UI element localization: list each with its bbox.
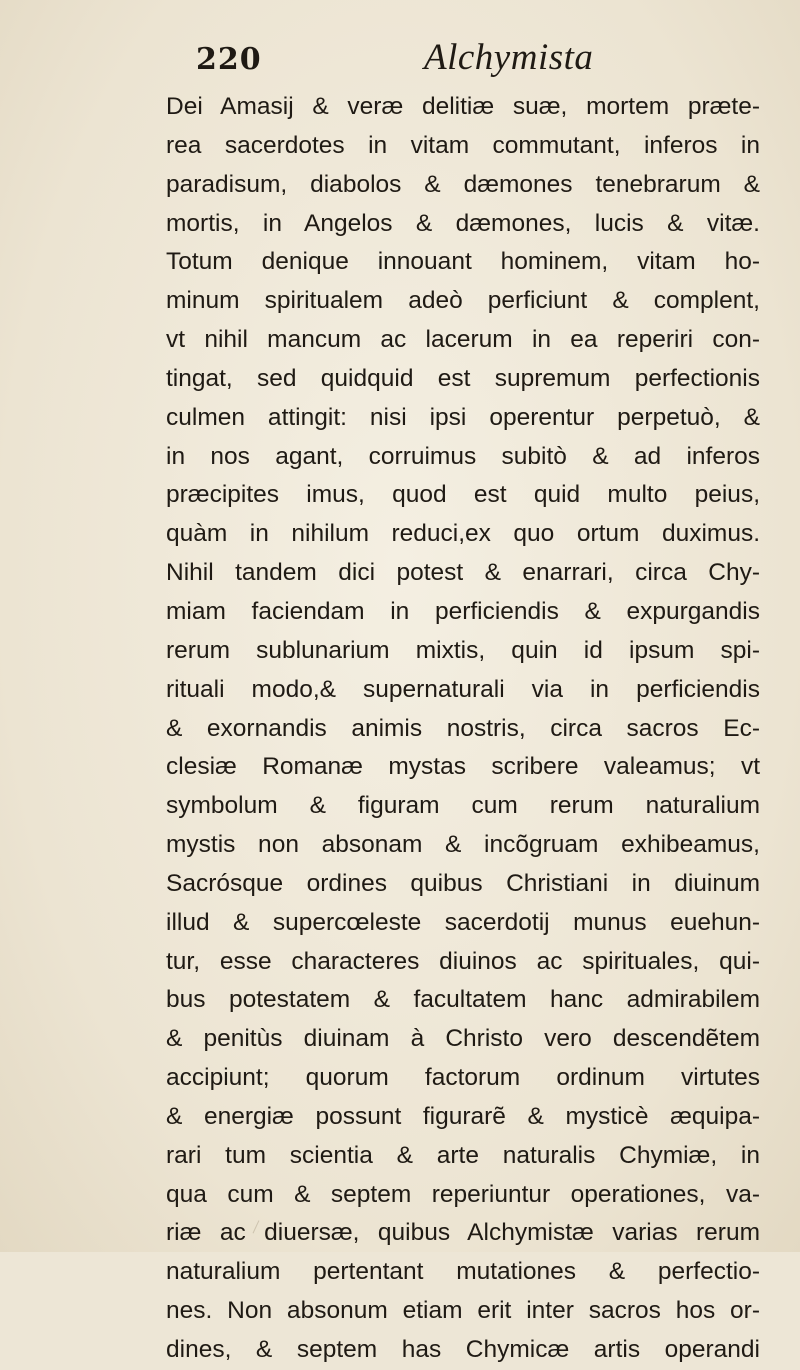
text-line: riæ ac diuersæ, quibus Alchymistæ varias rerum bbox=[166, 1219, 760, 1247]
text-line: & exornandis animis nostris, circa sacros Ec- bbox=[166, 714, 760, 742]
text-line: rari tum scientia & arte naturalis Chymiæ, in bbox=[166, 1141, 760, 1169]
text-line: & energiæ possunt figurarẽ & mysticè æquipa- bbox=[166, 1102, 760, 1130]
text-line: tingat, sed quidquid est supremum perfectionis bbox=[166, 364, 760, 392]
text-line: symbolum & figuram cum rerum naturalium bbox=[166, 792, 760, 820]
text-line: mystis non absonam & incõgruam exhibeamus, bbox=[166, 831, 760, 859]
text-line: naturalium pertentant mutationes & perfectio- bbox=[166, 1258, 760, 1286]
text-line: bus potestatem & facultatem hanc admirabilem bbox=[166, 986, 760, 1014]
text-line: paradisum, diabolos & dæmones tenebrarum & bbox=[166, 170, 760, 198]
text-line: & penitùs diuinam à Christo vero descendẽtem bbox=[166, 1025, 760, 1053]
text-line: mortis, in Angelos & dæmones, lucis & vitæ. bbox=[166, 209, 760, 237]
text-line: Sacrósque ordines quibus Christiani in diuinum bbox=[166, 869, 760, 897]
page-header bbox=[0, 34, 800, 84]
text-line: tur, esse characteres diuinos ac spirituales, qui- bbox=[166, 947, 760, 975]
text-line: Nihil tandem dici potest & enarrari, circa Chy- bbox=[166, 559, 760, 587]
text-line: minum spiritualem adeò perficiunt & complent, bbox=[166, 287, 760, 315]
text-line: quàm in nihilum reduci,ex quo ortum duximus. bbox=[166, 520, 760, 548]
text-line: rerum sublunarium mixtis, quin id ipsum spi- bbox=[166, 636, 760, 664]
text-line: rea sacerdotes in vitam commutant, inferos in bbox=[166, 131, 760, 159]
text-line: dines, & septem has Chymicæ artis operandi bbox=[166, 1336, 760, 1363]
text-line: clesiæ Romanæ mystas scribere valeamus; vt bbox=[166, 753, 760, 781]
text-line: præcipites imus, quod est quid multo peius, bbox=[166, 481, 760, 509]
text-line: rituali modo,& supernaturali via in perficiendis bbox=[166, 675, 760, 703]
text-line: Dei Amasij & veræ delitiæ suæ, mortem præte- bbox=[166, 93, 760, 120]
body-text bbox=[166, 88, 760, 1370]
text-line: miam faciendam in perficiendis & expurgandis bbox=[166, 597, 760, 625]
text-line: accipiunt; quorum factorum ordinum virtutes bbox=[166, 1064, 760, 1092]
text-line: vt nihil mancum ac lacerum in ea reperiri con- bbox=[166, 326, 760, 354]
text-line: nes. Non absonum etiam erit inter sacros hos or- bbox=[166, 1297, 760, 1325]
text-line: in nos agant, corruimus subitò & ad inferos bbox=[166, 442, 760, 470]
page-number: 220 bbox=[196, 42, 262, 77]
text-line: illud & supercœleste sacerdotij munus euehun- bbox=[166, 908, 760, 936]
text-line: Totum denique innouant hominem, vitam ho- bbox=[166, 248, 760, 276]
text-line: qua cum & septem reperiuntur operationes, va- bbox=[166, 1180, 760, 1208]
running-title: Alchymista bbox=[424, 37, 594, 78]
text-line: culmen attingit: nisi ipsi operentur perpetuò, & bbox=[166, 403, 760, 431]
